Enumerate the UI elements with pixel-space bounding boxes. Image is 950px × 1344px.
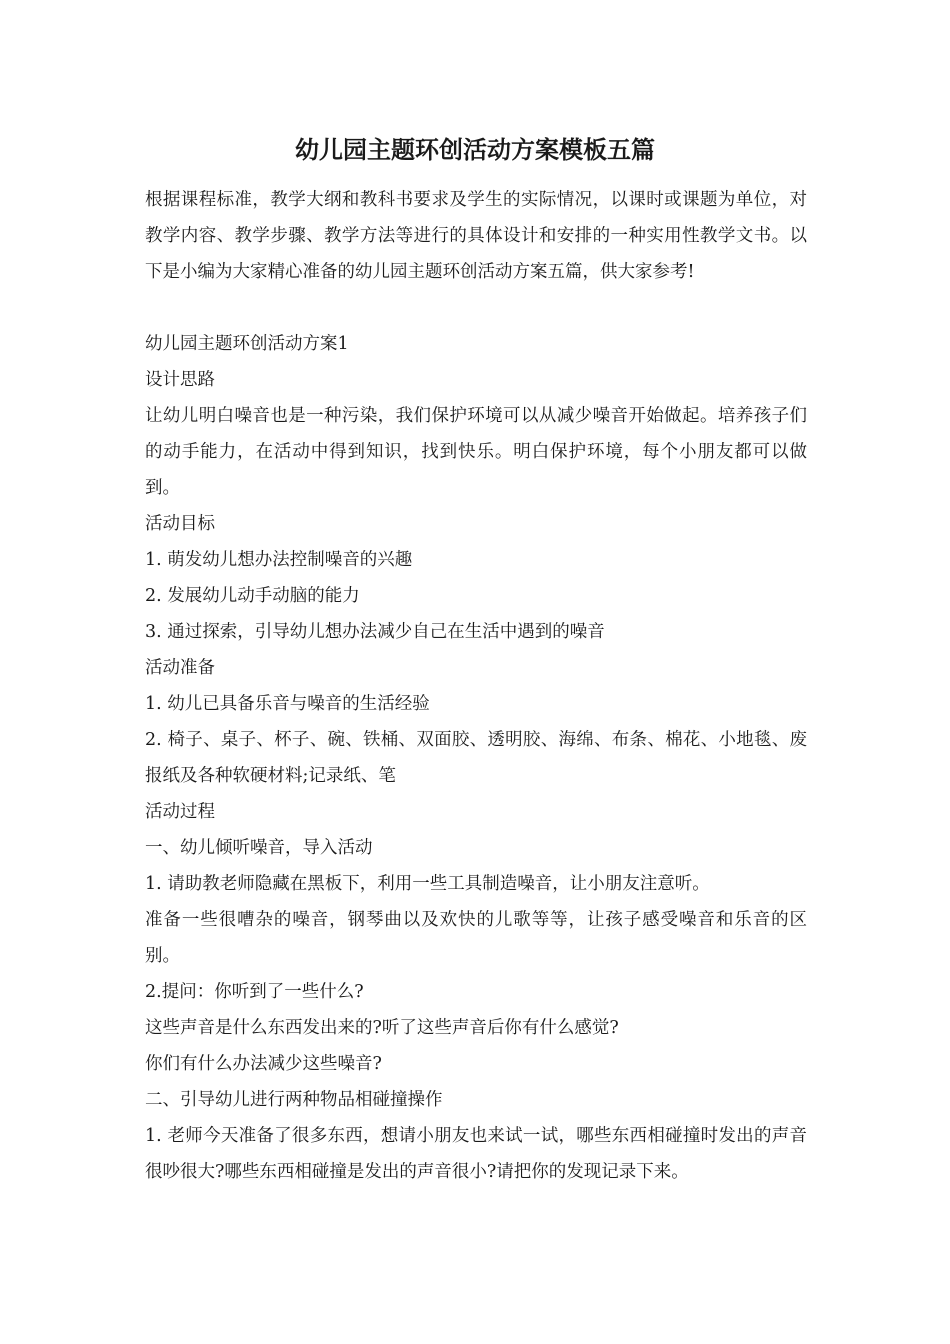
body-paragraph: 你们有什么办法减少这些噪音? — [145, 1054, 382, 1074]
step-heading: 二、引导幼儿进行两种物品相碰撞操作 — [145, 1090, 443, 1110]
body-paragraph: 这些声音是什么东西发出来的?听了这些声音后你有什么感觉? — [145, 1018, 619, 1038]
paragraph-spacer — [145, 290, 807, 326]
intro-paragraph: 根据课程标准，教学大纲和教科书要求及学生的实际情况，以课时或课题为单位，对教学内容、教学步骤、教学方法等进行的具体设计和安排的一种实用性教学文书。以下是小编为大家精心准备的幼儿园主题环创活动方案五篇，供大家参考! — [145, 190, 807, 282]
list-item: 2. 发展幼儿动手动脑的能力 — [145, 586, 360, 606]
document-body — [145, 182, 807, 1190]
list-item: 2.提问：你听到了一些什么? — [145, 982, 364, 1002]
section-heading: 幼儿园主题环创活动方案1 — [145, 334, 349, 354]
body-paragraph: 让幼儿明白噪音也是一种污染，我们保护环境可以从减少噪音开始做起。培养孩子们的动手能力，在活动中得到知识，找到快乐。明白保护环境，每个小朋友都可以做到。 — [145, 406, 807, 498]
list-item: 1. 幼儿已具备乐音与噪音的生活经验 — [145, 694, 430, 714]
list-item: 1. 萌发幼儿想办法控制噪音的兴趣 — [145, 550, 413, 570]
list-item: 2. 椅子、桌子、杯子、碗、铁桶、双面胶、透明胶、海绵、布条、棉花、小地毯、废报纸及各种软硬材料;记录纸、笔 — [145, 730, 807, 786]
step-heading: 一、幼儿倾听噪音，导入活动 — [145, 838, 373, 858]
subsection-heading: 活动准备 — [145, 658, 215, 678]
list-item: 3. 通过探索，引导幼儿想办法减少自己在生活中遇到的噪音 — [145, 622, 605, 642]
list-item: 1. 老师今天准备了很多东西，想请小朋友也来试一试，哪些东西相碰撞时发出的声音很吵很大?哪些东西相碰撞是发出的声音很小?请把你的发现记录下来。 — [145, 1126, 807, 1182]
document-title: 幼儿园主题环创活动方案模板五篇 — [295, 135, 655, 164]
subsection-heading: 活动过程 — [145, 802, 215, 822]
list-item: 1. 请助教老师隐藏在黑板下，利用一些工具制造噪音，让小朋友注意听。 — [145, 874, 710, 894]
subsection-heading: 活动目标 — [145, 514, 215, 534]
subsection-heading: 设计思路 — [145, 370, 215, 390]
body-paragraph: 准备一些很嘈杂的噪音，钢琴曲以及欢快的儿歌等等，让孩子感受噪音和乐音的区别。 — [145, 910, 807, 966]
